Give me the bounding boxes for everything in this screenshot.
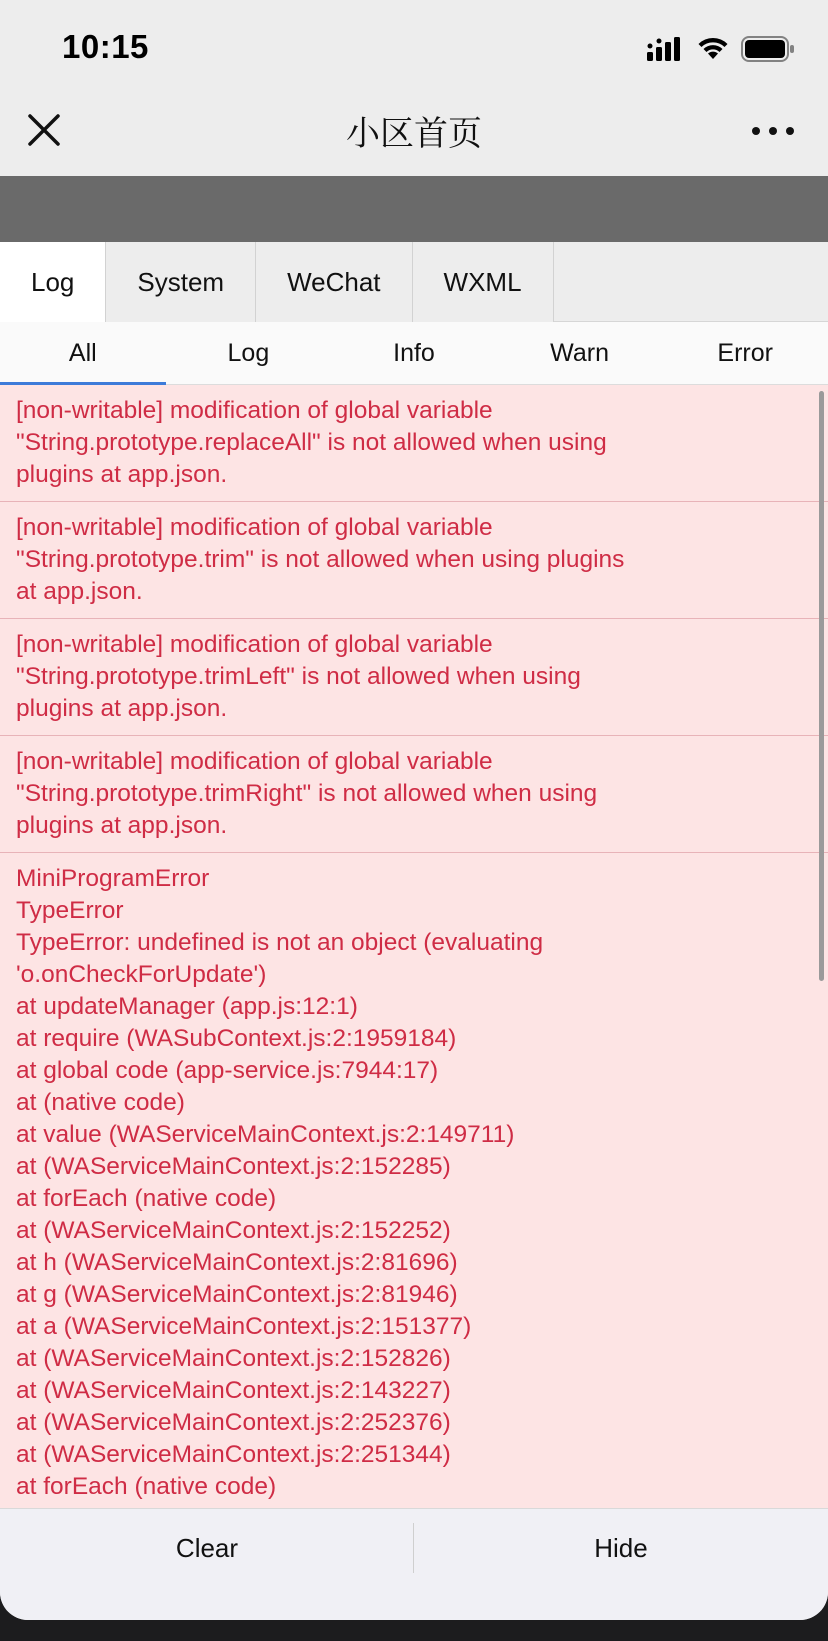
clear-button[interactable]: Clear: [175, 1532, 239, 1563]
battery-icon: [741, 36, 795, 62]
filter-info[interactable]: Info: [393, 338, 435, 367]
tab-wechat[interactable]: WeChat: [256, 242, 412, 322]
hide-button[interactable]: Hide: [594, 1532, 648, 1563]
log-entry: [non-writable] modification of global variable "String.prototype.trim" is not allowed when using plugins at app.json.: [0, 502, 828, 619]
status-icons: [647, 34, 795, 64]
top-bar: [0, 0, 828, 176]
filter-error[interactable]: Error: [717, 338, 773, 367]
filter-all[interactable]: All: [0, 322, 166, 384]
log-entry: [non-writable] modification of global variable "String.prototype.trimRight" is not allowed when using plugins at app.json.: [0, 736, 828, 853]
wifi-icon: [697, 37, 729, 61]
debug-console-panel: [0, 242, 828, 1620]
log-list[interactable]: [0, 385, 828, 1508]
log-entry: MiniProgramError TypeError TypeError: undefined is not an object (evaluating 'o.onCheckForUpdate') at updateManager (app.js:12:1) at require (WASubContext.js:2:1959184) at global code (app-service.js:7944:17) at (native code) at value (WAServiceMainContext.js:2:149711) at (WAServiceMainContext.js:2:152285) at forEach (native code) at (WAServiceMainContext.js:2:152252) at h (WAServiceMainContext.js:2:81696) at g (WAServiceMainContext.js:2:81946) at a (WAServiceMainContext.js:2:151377) at (WAServiceMainContext.js:2:152826) at (WAServiceMainContext.js:2:143227) at (WAServiceMainContext.js:2:252376) at (WAServiceMainContext.js:2:251344) at forEach (native code): [0, 853, 828, 1508]
filter-warn[interactable]: Warn: [550, 338, 609, 367]
tab-system[interactable]: System: [106, 242, 256, 322]
tab-log[interactable]: Log: [0, 242, 106, 322]
cellular-signal-icon: [647, 37, 685, 61]
log-entry: [non-writable] modification of global variable "String.prototype.trimLeft" is not allowed when using plugins at app.json.: [0, 619, 828, 736]
tab-wxml[interactable]: WXML: [413, 242, 554, 322]
bottom-actions: [0, 1508, 828, 1620]
status-time: 10:15: [62, 28, 149, 65]
page-overlay-band: [0, 176, 828, 242]
scrollbar[interactable]: [819, 391, 824, 981]
more-options-icon[interactable]: [748, 118, 798, 144]
log-entry: [non-writable] modification of global variable "String.prototype.replaceAll" is not allowed when using plugins at app.json.: [0, 385, 828, 502]
console-tabs: [0, 242, 828, 322]
filter-log[interactable]: Log: [227, 338, 270, 367]
log-level-filters: [0, 322, 828, 385]
page-title: 小区首页: [346, 114, 482, 154]
